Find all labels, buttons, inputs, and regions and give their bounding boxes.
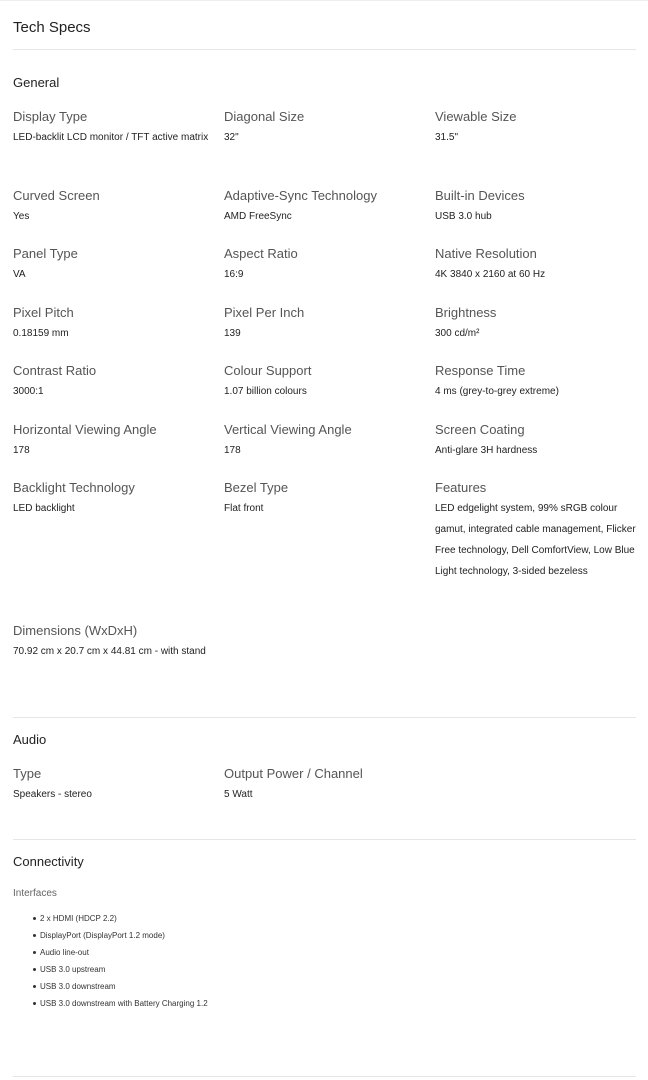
section-divider — [13, 839, 636, 840]
spec-screen-coating — [435, 421, 640, 461]
spec-bezel-type — [224, 479, 429, 519]
spec-value: 139 — [224, 328, 241, 339]
spec-label: Diagonal Size — [224, 109, 305, 124]
spec-label: Horizontal Viewing Angle — [13, 422, 157, 437]
section-divider — [13, 717, 636, 718]
spec-label: Bezel Type — [224, 480, 289, 495]
spec-panel-type — [13, 245, 218, 285]
spec-value: Flat front — [224, 503, 264, 514]
spec-audio-type — [13, 765, 218, 805]
spec-label: Built-in Devices — [435, 188, 525, 203]
spec-contrast-ratio — [13, 362, 218, 402]
spec-adaptive-sync — [224, 187, 429, 227]
spec-native-resolution — [435, 245, 640, 285]
spec-value: 178 — [224, 445, 241, 456]
spec-value: 31.5" — [435, 132, 459, 143]
interfaces-list — [13, 910, 213, 1012]
spec-label: Colour Support — [224, 363, 312, 378]
list-item: Audio line-out — [13, 944, 213, 961]
spec-value: 70.92 cm x 20.7 cm x 44.81 cm - with stand — [13, 646, 206, 657]
spec-value: 300 cd/m² — [435, 328, 480, 339]
spec-label: Features — [435, 480, 487, 495]
spec-horizontal-viewing-angle — [13, 421, 218, 461]
spec-label: Curved Screen — [13, 188, 100, 203]
list-item: DisplayPort (DisplayPort 1.2 mode) — [13, 927, 213, 944]
spec-pixel-pitch — [13, 304, 218, 344]
spec-response-time — [435, 362, 640, 402]
spec-diagonal-size — [224, 108, 429, 148]
list-item: USB 3.0 downstream — [13, 978, 213, 995]
spec-label: Adaptive-Sync Technology — [224, 188, 377, 203]
spec-pixel-per-inch — [224, 304, 429, 344]
spec-value: 3000:1 — [13, 386, 44, 397]
spec-value: 5 Watt — [224, 789, 253, 800]
title-divider — [13, 49, 636, 50]
list-item: USB 3.0 downstream with Battery Charging 1.2 — [13, 995, 213, 1012]
spec-value: Yes — [13, 211, 30, 222]
spec-label: Pixel Per Inch — [224, 305, 305, 320]
spec-label: Contrast Ratio — [13, 363, 97, 378]
spec-value: 0.18159 mm — [13, 328, 69, 339]
spec-label: Vertical Viewing Angle — [224, 422, 352, 437]
spec-label: Backlight Technology — [13, 480, 135, 495]
spec-curved-screen — [13, 187, 218, 227]
spec-built-in-devices — [435, 187, 640, 227]
spec-vertical-viewing-angle — [224, 421, 429, 461]
spec-label: Display Type — [13, 109, 88, 124]
page-title: Tech Specs — [13, 19, 91, 36]
spec-output-power — [224, 765, 429, 805]
spec-aspect-ratio — [224, 245, 429, 285]
spec-value: Anti-glare 3H hardness — [435, 445, 538, 456]
spec-backlight-technology — [13, 479, 218, 519]
spec-value: LED-backlit LCD monitor / TFT active matrix — [13, 132, 209, 143]
spec-viewable-size — [435, 108, 640, 148]
spec-value: Speakers - stereo — [13, 789, 92, 800]
spec-label: Screen Coating — [435, 422, 525, 437]
list-item: USB 3.0 upstream — [13, 961, 213, 978]
spec-label: Viewable Size — [435, 109, 517, 124]
spec-value: LED backlight — [13, 503, 75, 514]
spec-display-type — [13, 108, 218, 148]
spec-label: Response Time — [435, 363, 526, 378]
section-title-audio: Audio — [13, 732, 47, 747]
spec-value: VA — [13, 269, 26, 280]
list-item: 2 x HDMI (HDCP 2.2) — [13, 910, 213, 927]
spec-label: Pixel Pitch — [13, 305, 74, 320]
spec-value: LED edgelight system, 99% sRGB colour gamut, integrated cable management, Flicker Free technology, Dell ComfortView, Low Blue Light technology, 3-sided bezeless — [435, 503, 636, 577]
spec-label: Output Power / Channel — [224, 766, 363, 781]
spec-value: 32" — [224, 132, 239, 143]
spec-value: 16:9 — [224, 269, 244, 280]
spec-brightness — [435, 304, 640, 344]
spec-value: 178 — [13, 445, 30, 456]
spec-label: Aspect Ratio — [224, 246, 298, 261]
section-divider — [13, 1076, 636, 1077]
spec-label: Brightness — [435, 305, 497, 320]
spec-label: Dimensions (WxDxH) — [13, 623, 138, 638]
spec-label: Panel Type — [13, 246, 78, 261]
spec-label: Type — [13, 766, 42, 781]
top-divider — [0, 0, 648, 1]
spec-label: Native Resolution — [435, 246, 537, 261]
spec-value: 4K 3840 x 2160 at 60 Hz — [435, 269, 546, 280]
spec-value: USB 3.0 hub — [435, 211, 492, 222]
spec-value: 4 ms (grey-to-grey extreme) — [435, 386, 559, 397]
spec-value: AMD FreeSync — [224, 211, 292, 222]
spec-features — [435, 479, 639, 582]
interfaces-title: Interfaces — [13, 888, 57, 899]
spec-dimensions — [13, 622, 208, 662]
spec-value: 1.07 billion colours — [224, 386, 307, 397]
section-title-general: General — [13, 75, 60, 90]
section-title-connectivity: Connectivity — [13, 854, 84, 869]
spec-colour-support — [224, 362, 429, 402]
